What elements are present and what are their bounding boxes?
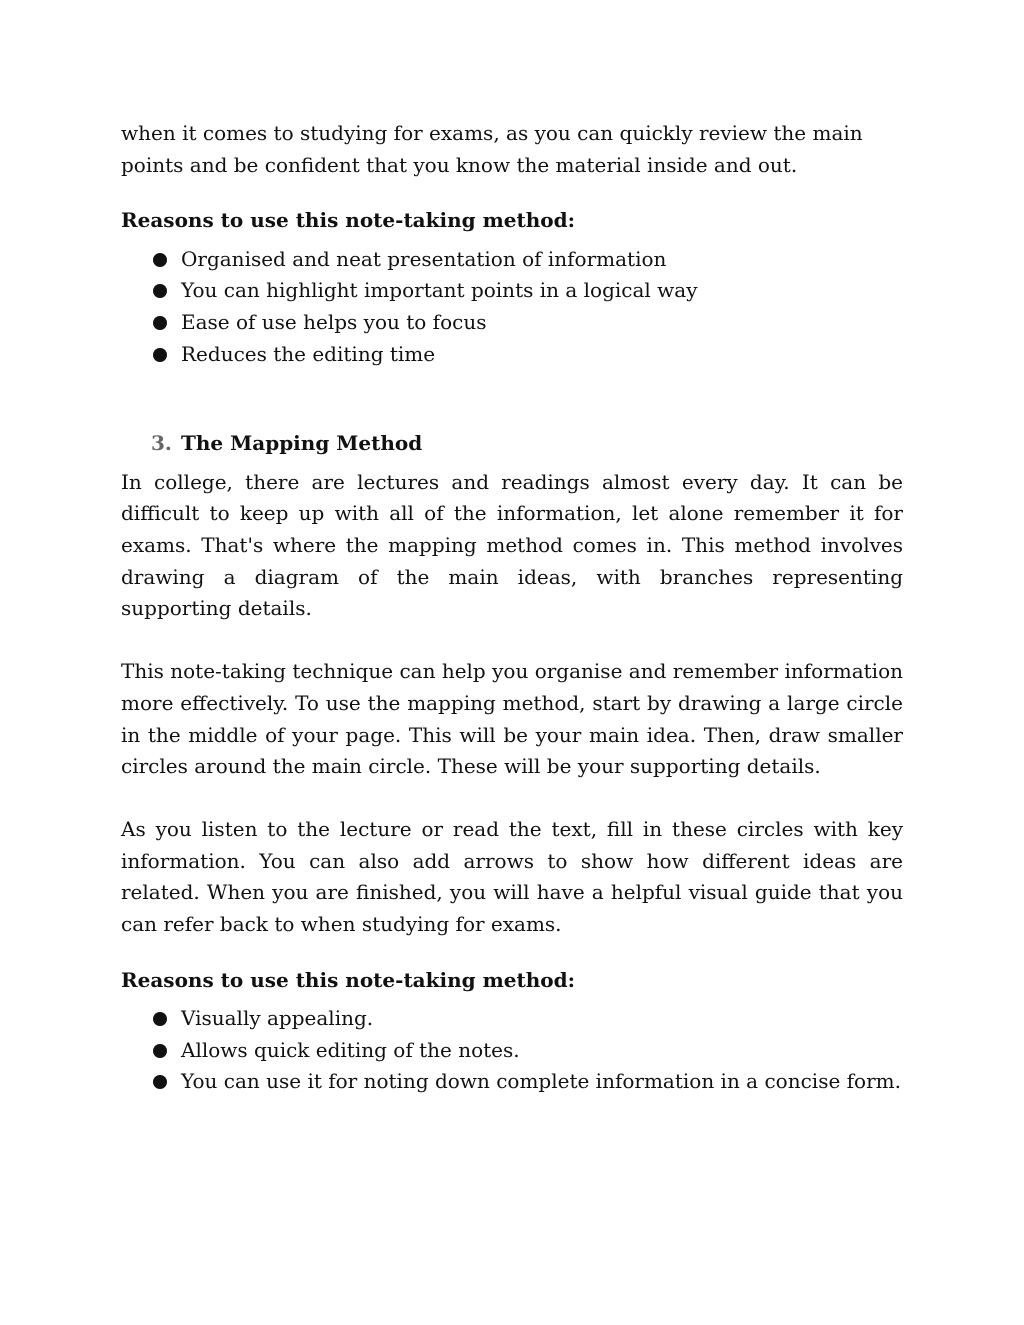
- list-item-text: Allows quick editing of the notes.: [181, 1037, 520, 1062]
- list-item-text: You can use it for noting down complete information in a concise form.: [181, 1069, 901, 1094]
- body-paragraph: In college, there are lectures and readings almost every day. It can be difficult to keep up with all of the information, let alone remember it for exams. That's where the mapping method comes in. This method involves drawing a diagram of the main ideas, with branches representing supporting details.: [121, 469, 903, 621]
- bullet-icon: [153, 316, 167, 330]
- intro-paragraph: when it comes to studying for exams, as you can quickly review the main points and be confident that you know the material inside and out.: [121, 121, 863, 177]
- list-item: [121, 244, 903, 276]
- bullet-icon: [153, 1012, 167, 1026]
- reasons-list: [121, 244, 903, 370]
- list-item: [121, 275, 903, 307]
- reasons-heading: Reasons to use this note-taking method:: [121, 208, 575, 233]
- bullet-icon: [153, 1044, 167, 1058]
- list-item: [121, 339, 903, 371]
- bullet-icon: [153, 284, 167, 298]
- section-heading: [121, 428, 903, 460]
- list-item: [121, 307, 903, 339]
- section-number: 3.: [151, 431, 172, 456]
- bullet-icon: [153, 253, 167, 267]
- list-item-text: Ease of use helps you to focus: [181, 309, 487, 334]
- list-item-text: Organised and neat presentation of information: [181, 246, 667, 271]
- list-item-text: Reduces the editing time: [181, 341, 436, 366]
- list-item-text: Visually appealing.: [181, 1006, 374, 1031]
- reasons-heading: Reasons to use this note-taking method:: [121, 967, 575, 992]
- section-title: The Mapping Method: [181, 431, 423, 456]
- list-item: [121, 1003, 903, 1035]
- document-page: [121, 118, 903, 1098]
- body-paragraph: This note-taking technique can help you organise and remember information more effectively. To use the mapping method, start by drawing a large circle in the middle of your page. This will be your main idea. Then, draw smaller circles around the main circle. These will be your supporting details.: [121, 659, 903, 779]
- bullet-icon: [153, 348, 167, 362]
- reasons-list: [121, 1003, 903, 1098]
- list-item-text: You can highlight important points in a logical way: [181, 278, 698, 303]
- body-paragraph: As you listen to the lecture or read the text, fill in these circles with key information. You can also add arrows to show how different ideas are related. When you are finished, you will have a helpful visual guide that you can refer back to when studying for exams.: [121, 817, 903, 937]
- bullet-icon: [153, 1075, 167, 1089]
- list-item: [121, 1035, 903, 1067]
- list-item: [121, 1066, 903, 1098]
